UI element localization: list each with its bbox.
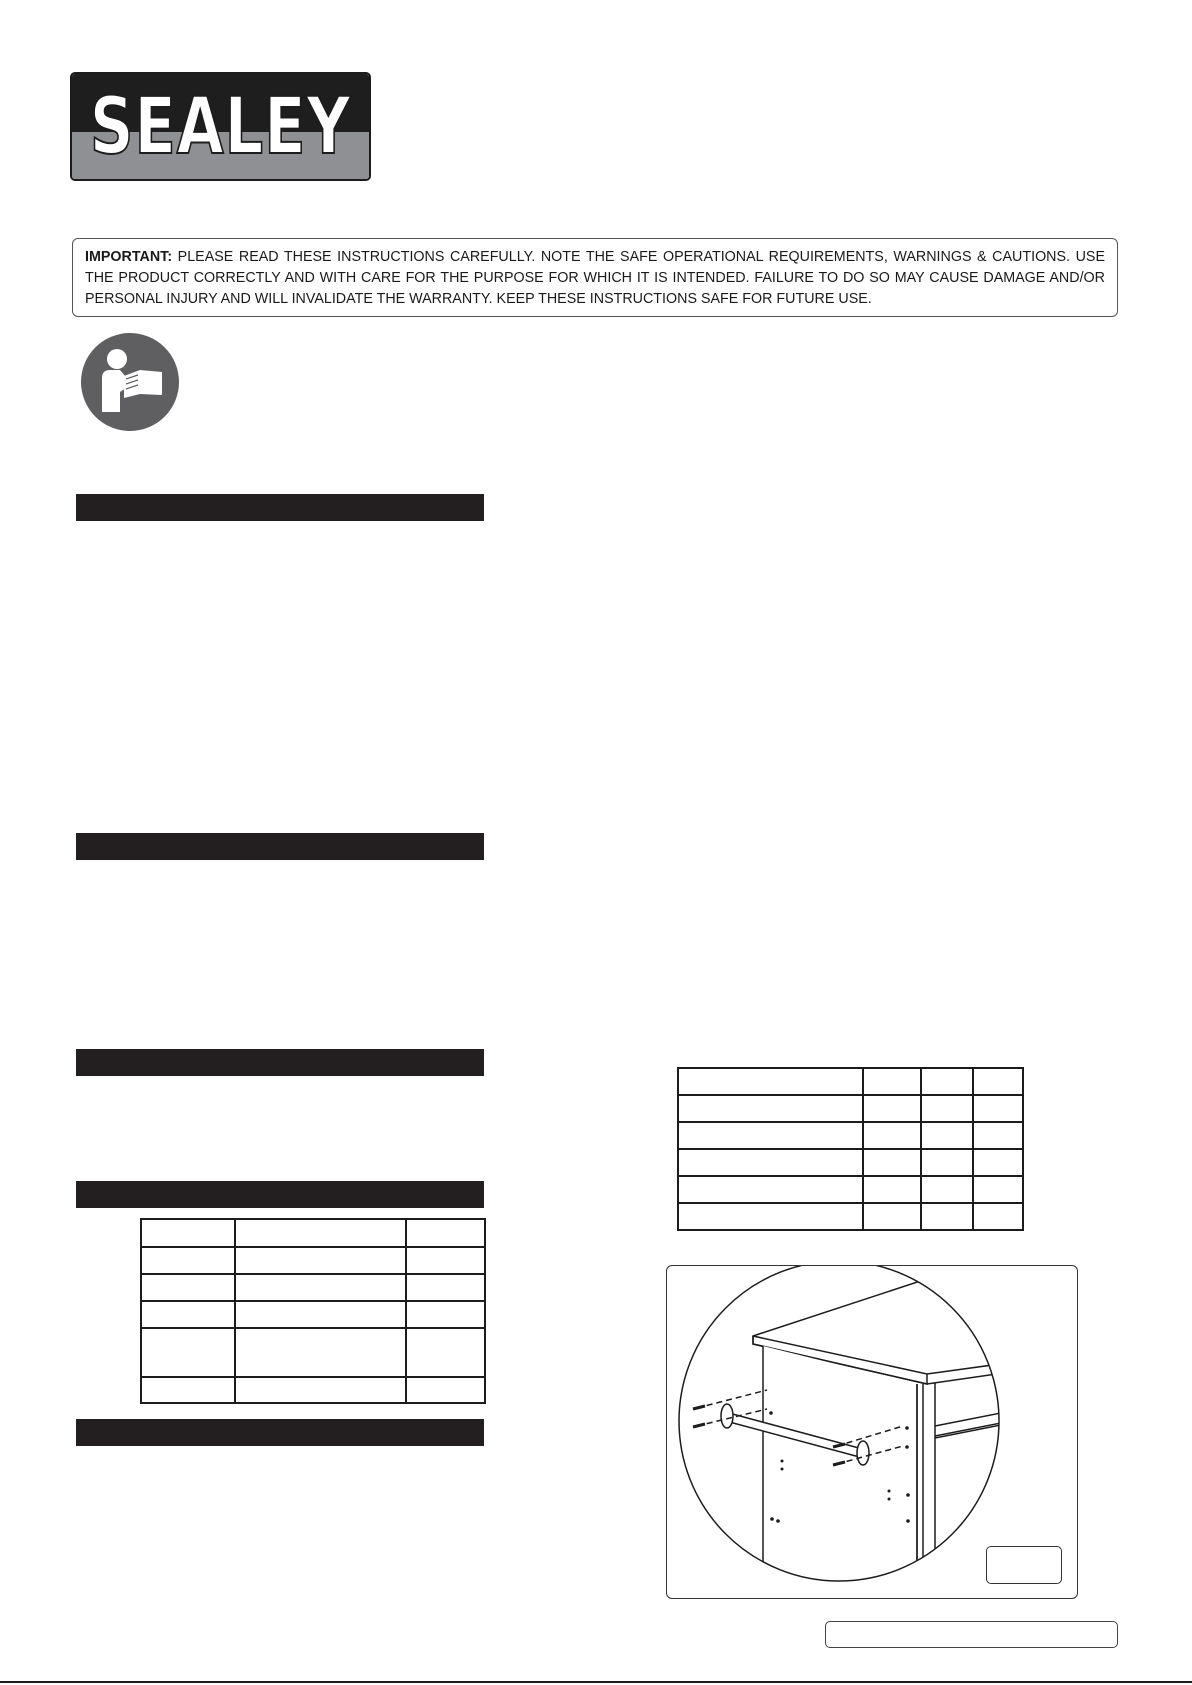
section-bar-3 — [76, 1049, 484, 1076]
section-bar-4 — [76, 1181, 484, 1208]
sealey-logo — [70, 72, 371, 181]
read-manual-icon — [80, 332, 180, 432]
parts-table — [140, 1218, 486, 1404]
important-text: PLEASE READ THESE INSTRUCTIONS CAREFULLY. NOTE THE SAFE OPERATIONAL REQUIREMENTS, WARNINGS & CAUTIONS. USE THE PRODUCT CORRECTLY AND WITH CARE FOR THE PURPOSE FOR WHICH IT IS INTENDED. FAILURE TO DO SO MAY CAUSE DAMAGE AND/OR PERSONAL INJURY AND WILL INVALIDATE THE WARRANTY. KEEP THESE INSTRUCTIONS SAFE FOR FUTURE USE. — [85, 249, 1105, 307]
logo-wordmark: SEALEY — [89, 81, 352, 172]
footer-ref-box — [825, 1621, 1118, 1648]
section-bar-5 — [76, 1419, 484, 1446]
assembly-figure — [666, 1265, 1078, 1599]
specification-table — [677, 1067, 1024, 1231]
section-bar-1 — [76, 494, 484, 521]
important-label: IMPORTANT: — [85, 249, 173, 265]
footer-rule — [0, 1681, 1192, 1683]
section-bar-2 — [76, 833, 484, 860]
figure-label-box — [986, 1546, 1062, 1584]
important-notice — [72, 238, 1118, 317]
